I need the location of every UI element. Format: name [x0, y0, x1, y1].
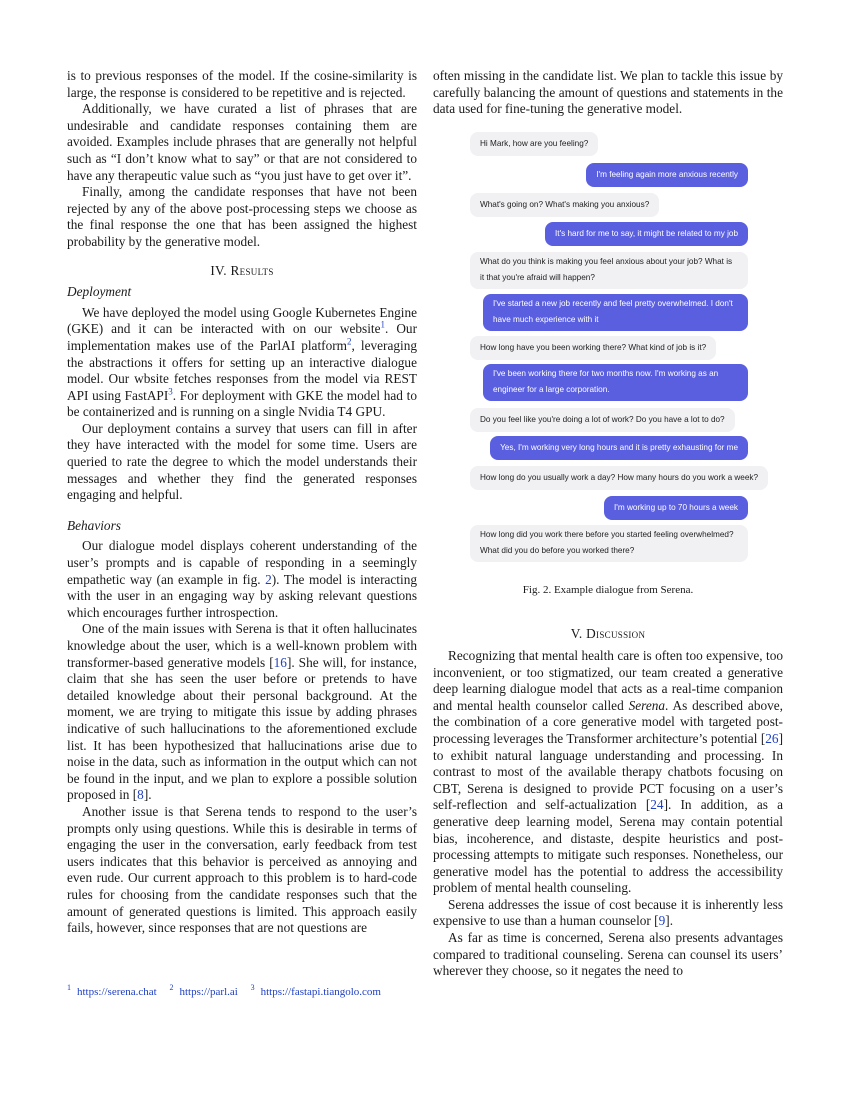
bot-message: How long have you been working there? What kind of job is it? — [470, 336, 716, 360]
citation-link[interactable]: 9 — [658, 913, 666, 929]
paragraph: Finally, among the candidate responses that have not been rejected by any of the above post-processing steps we choose as the final response the one that has been assigned the highest probability by the generative model. — [67, 184, 417, 249]
user-message: I'm feeling again more anxious recently — [586, 163, 748, 187]
paragraph: often missing in the candidate list. We plan to tackle this issue by carefully balancing the amount of questions and statements in the data used for fine-tuning the generative model. — [433, 68, 783, 117]
footnote-number: 2 — [169, 983, 174, 993]
bot-message: What do you think is making you feel anxious about your job? What is it that you're afraid will happen? — [470, 252, 748, 289]
paragraph: We have deployed the model using Google Kubernetes Engine (GKE) and it can be interacted with on our website$^1$. Our implementation makes use of the ParlAI platform$^2$, leveraging the abstractions it offers for setting up an interactive dialogue model. Our wbsite fetches responses from the model via REST API using FastAPI$^3$. For deployment with GKE the model had to be containerized and is running on a single Nvidia T4 GPU. — [67, 304, 418, 420]
paragraph: Recognizing that mental health care is often too expensive, too inconvenient, or too stigmatized, our team created a generative deep learning dialogue model that acts as a real-time companion and mental health counselor called Serena. As described above, the combination of a core generative model with targeted post-processing leverages the Transformer architecture’s potential [26] to exhibit natural language understanding and processing. In contrast to most of the available therapy chatbots focusing on CBT, Serena is designed to provide PCT focusing on a user’s self-reflection and self-actualization [24]. In addition, as a generative deep learning model, Serena may contain potential bias, incoherence, and distaste, despite heuristics and post-processing attempts to mitigate such responses. Nonetheless, our generative model has the potential to address the accessibility problem of mental health counseling. — [433, 647, 783, 896]
footnote-marker[interactable]: 1 — [380, 319, 385, 330]
paragraph: is to previous responses of the model. If the cosine-similarity is large, the response is considered to be repetitive and is rejected. — [67, 68, 417, 100]
left-column — [67, 68, 417, 937]
footnote-number: 3 — [250, 983, 255, 993]
citation-link[interactable]: 26 — [765, 730, 779, 746]
user-message: I've started a new job recently and feel pretty overwhelmed. I don't have much experience with it — [483, 294, 748, 331]
section-heading-results: IV. Results — [210, 262, 274, 278]
paragraph: Our deployment contains a survey that users can fill in after they have interacted with the model for some time. Users are queried to rate the degree to which the model understands their messages and whether they find the generated responses engaging and helpful. — [67, 420, 417, 503]
footnote-marker[interactable]: 2 — [347, 336, 352, 347]
figure-ref-link[interactable]: 2 — [265, 571, 272, 587]
citation-link[interactable]: 8 — [137, 787, 144, 803]
user-message: It's hard for me to say, it might be related to my job — [545, 222, 748, 246]
paragraph: One of the main issues with Serena is that it often hallucinates knowledge about the user, which is a well-known problem with transformer-based generative models [16]. She will, for instance, claim that she has seen the user before or pretends to have detailed knowledge about their personal background. At the moment, we are trying to mitigate this issue by adding phrases indicative of such hallucinations to the aforementioned exclude list. It has been hypothesized that hallucinations arise due to noise in the data, such as information in the output which can not be found in the input, and we plan to explore a possible solution proposed in [8]. — [67, 621, 417, 803]
paragraph: Serena addresses the issue of cost because it is inherently less expensive to use than a human counselor [9]. — [433, 896, 783, 929]
citation-link[interactable]: 24 — [650, 797, 664, 813]
user-message: Yes, I'm working very long hours and it is pretty exhausting for me — [490, 436, 748, 460]
bot-message: How long did you work there before you started feeling overwhelmed? What did you do before you worked there? — [470, 525, 748, 562]
example-dialogue-figure — [470, 132, 759, 568]
paragraph: As far as time is concerned, Serena also presents advantages compared to traditional counseling. Serena can counsel its users’ wherever they choose, so it negates the need to — [433, 930, 783, 979]
paragraph: Our dialogue model displays coherent understanding of the user’s prompts and is capable of responding in a seemingly empathetic way (an example in fig. 2). The model is interacting with the user in an engaging way by asking relevant questions which encourages further introspection. — [67, 538, 417, 620]
subsection-heading-deployment: Deployment — [67, 284, 132, 300]
user-message: I'm working up to 70 hours a week — [604, 496, 748, 520]
bot-message: What's going on? What's making you anxious? — [470, 193, 659, 217]
footnote-number: 1 — [67, 983, 71, 993]
paragraph: Additionally, we have curated a list of phrases that are undesirable and candidate responses containing them are avoided. Examples include phrases that are generally not helpful such as “I don’t know what to say” or that are not considered to have any therapeutic value such as “you just have to get over it”. — [67, 101, 417, 183]
footnote-link[interactable]: https://fastapi.tiangolo.com — [260, 986, 381, 998]
footnotes — [67, 983, 417, 999]
footnote-link[interactable]: https://parl.ai — [179, 986, 238, 998]
footnote-link[interactable]: https://serena.chat — [77, 986, 157, 998]
section-heading-discussion: V. Discussion — [570, 626, 646, 642]
user-message: I've been working there for two months now. I'm working as an engineer for a large corporation. — [483, 364, 748, 401]
bot-message: How long do you usually work a day? How many hours do you work a week? — [470, 466, 768, 490]
figure-caption: Fig. 2. Example dialogue from Serena. — [522, 583, 694, 596]
right-column — [433, 68, 783, 980]
footnote-marker[interactable]: 3 — [168, 386, 173, 397]
bot-message: Hi Mark, how are you feeling? — [470, 132, 598, 156]
paragraph: Another issue is that Serena tends to respond to the user’s prompts only using questions. While this is desirable in terms of engaging the user in the conversation, early feedback from test users indicates that this behavior is perceived as annoying and even rude. Our current approach to this problem is to hard-code rules for choosing from the candidate responses such that the amount of generated questions is limited. This approach easily fails, however, since responses that are not questions are — [67, 803, 417, 936]
citation-link[interactable]: 16 — [273, 654, 287, 670]
subsection-heading-behaviors: Behaviors — [67, 517, 121, 533]
bot-message: Do you feel like you're doing a lot of work? Do you have a lot to do? — [470, 408, 735, 432]
